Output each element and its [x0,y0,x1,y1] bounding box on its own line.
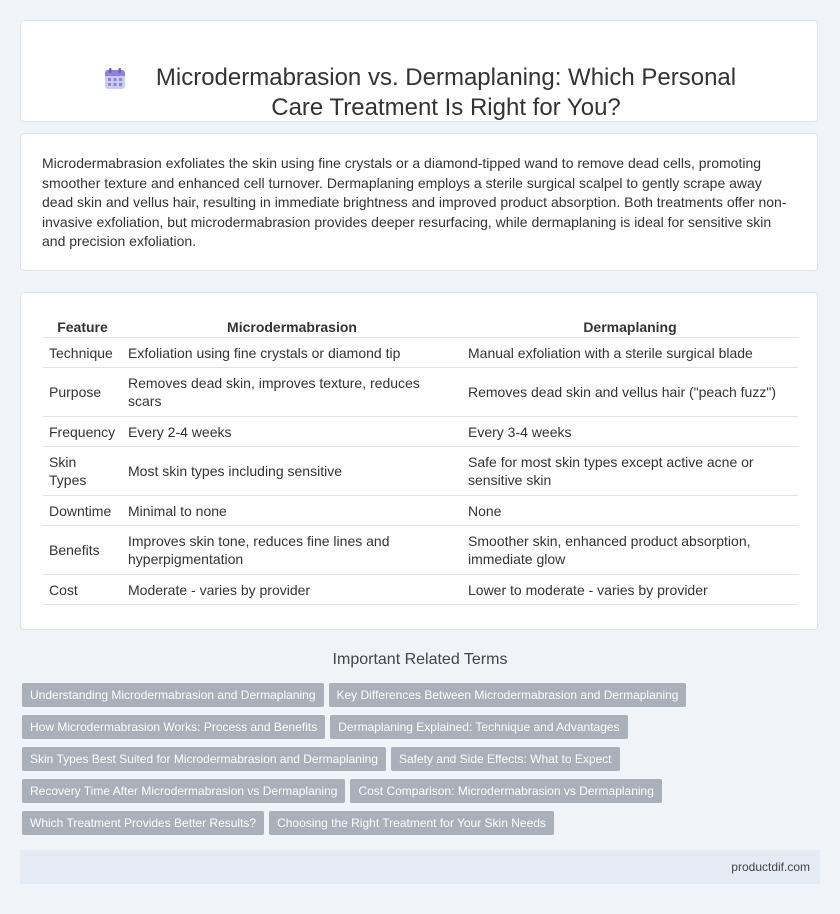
dermaplaning-cell: None [462,496,798,526]
microdermabrasion-cell: Every 2-4 weeks [122,417,462,447]
dermaplaning-cell: Removes dead skin and vellus hair ("peach fuzz") [462,368,798,417]
calendar-icon [103,67,127,91]
related-term-tag[interactable]: Safety and Side Effects: What to Expect [391,747,620,771]
related-term-tag[interactable]: Dermaplaning Explained: Technique and Advantages [330,715,627,739]
table-header-row [43,315,798,338]
related-term-tag[interactable]: Cost Comparison: Microdermabrasion vs Dermaplaning [350,779,661,803]
footer [20,850,820,884]
table-row [43,368,798,417]
dermaplaning-cell: Lower to moderate - varies by provider [462,575,798,605]
related-term-tag[interactable]: Choosing the Right Treatment for Your Skin Needs [269,811,554,835]
dermaplaning-cell: Smoother skin, enhanced product absorption, immediate glow [462,526,798,575]
related-term-tag[interactable]: Skin Types Best Suited for Microdermabrasion and Dermaplaning [22,747,386,771]
feature-cell: Purpose [43,368,122,417]
column-header-microdermabrasion: Microdermabrasion [122,315,462,338]
feature-cell: Downtime [43,496,122,526]
title-card [20,20,818,122]
related-term-tag[interactable]: Recovery Time After Microdermabrasion vs Dermaplaning [22,779,345,803]
feature-cell: Frequency [43,417,122,447]
feature-cell: Skin Types [43,447,122,496]
site-name[interactable]: productdif.com [731,860,810,874]
table-row [43,496,798,526]
microdermabrasion-cell: Removes dead skin, improves texture, reduces scars [122,368,462,417]
table-row [43,526,798,575]
column-header-feature: Feature [43,315,122,338]
intro-card [20,133,818,271]
dermaplaning-cell: Every 3-4 weeks [462,417,798,447]
microdermabrasion-cell: Moderate - varies by provider [122,575,462,605]
table-row [43,575,798,605]
related-terms-list [22,683,802,843]
column-header-dermaplaning: Dermaplaning [462,315,798,338]
comparison-table-card [20,292,818,630]
feature-cell: Cost [43,575,122,605]
related-term-tag[interactable]: Understanding Microdermabrasion and Dermaplaning [22,683,324,707]
table-row [43,447,798,496]
related-term-tag[interactable]: Which Treatment Provides Better Results? [22,811,264,835]
comparison-table [43,315,798,605]
dermaplaning-cell: Manual exfoliation with a sterile surgical blade [462,338,798,368]
related-term-tag[interactable]: How Microdermabrasion Works: Process and Benefits [22,715,325,739]
microdermabrasion-cell: Most skin types including sensitive [122,447,462,496]
page-title: Microdermabrasion vs. Dermaplaning: Which Personal Care Treatment Is Right for You? [155,64,737,121]
related-terms-heading: Important Related Terms [332,651,508,668]
intro-paragraph: Microdermabrasion exfoliates the skin using fine crystals or a diamond-tipped wand to remove dead cells, promoting smoother texture and enhanced cell turnover. Dermaplaning employs a sterile surgical scalpel to gently scrape away dead skin and vellus hair, resulting in immediate brightness and improved product absorption. Both treatments offer non-invasive exfoliation, but microdermabrasion provides deeper resurfacing, while dermaplaning is ideal for sensitive skin and precision exfoliation. [42,155,787,250]
microdermabrasion-cell: Improves skin tone, reduces fine lines and hyperpigmentation [122,526,462,575]
microdermabrasion-cell: Exfoliation using fine crystals or diamond tip [122,338,462,368]
feature-cell: Benefits [43,526,122,575]
dermaplaning-cell: Safe for most skin types except active acne or sensitive skin [462,447,798,496]
related-term-tag[interactable]: Key Differences Between Microdermabrasion and Dermaplaning [329,683,687,707]
table-row [43,338,798,368]
feature-cell: Technique [43,338,122,368]
table-row [43,417,798,447]
microdermabrasion-cell: Minimal to none [122,496,462,526]
